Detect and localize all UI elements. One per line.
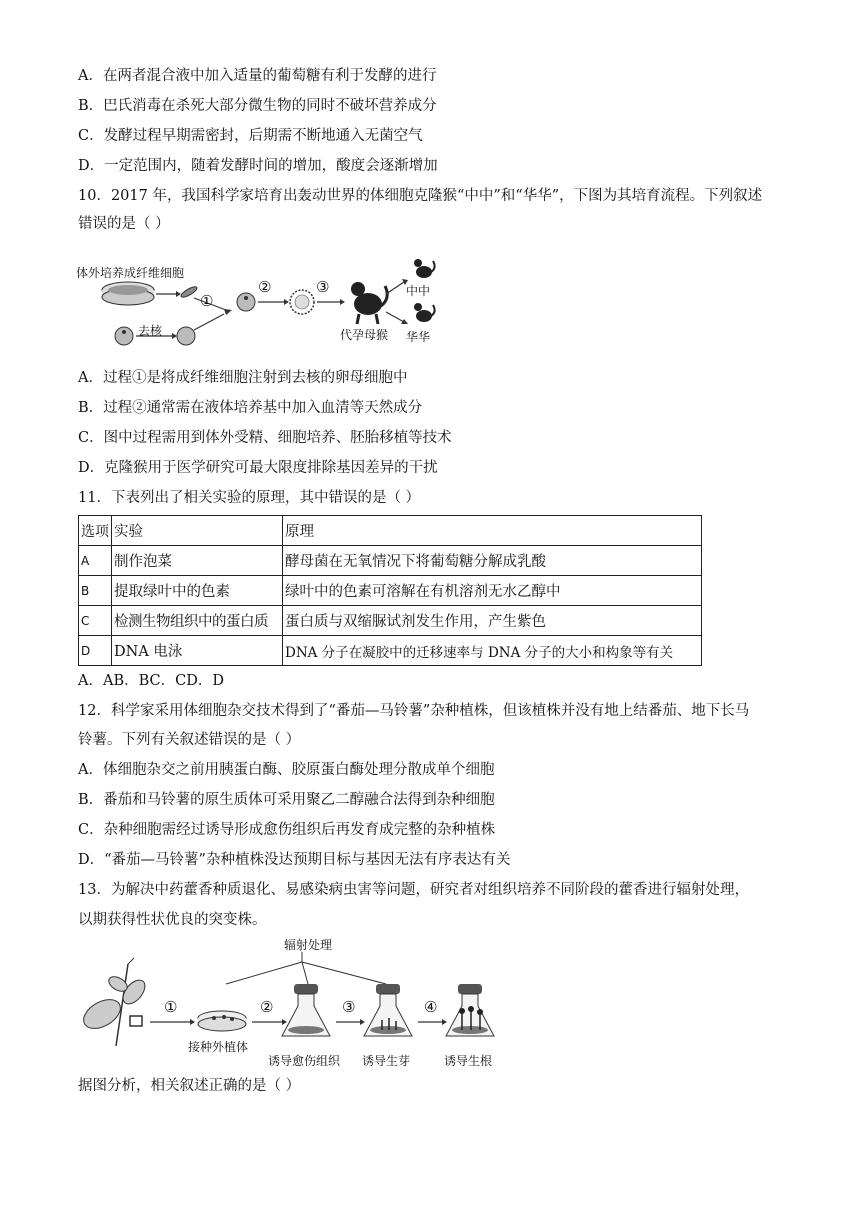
- q12-option-a: A．体细胞杂交之前用胰蛋白酶、胶原蛋白酶处理分散成单个细胞: [78, 762, 495, 778]
- table-row: [79, 636, 702, 666]
- q10-step-3: ③: [316, 278, 330, 296]
- row-experiment: DNA 电泳: [112, 636, 283, 666]
- q13-label-bud: 诱导生芽: [362, 1054, 411, 1068]
- q13-label-explant: 接种外植体: [188, 1040, 249, 1054]
- row-experiment: 制作泡菜: [112, 546, 283, 576]
- row-principle: 蛋白质与双缩脲试剂发生作用，产生紫色: [283, 606, 702, 636]
- q10-stem-line1: 10．2017 年，我国科学家培育出轰动世界的体细胞克隆猴“中中”和“华华”，下图为其培育流程。下列叙述: [78, 188, 763, 204]
- row-principle: 绿叶中的色素可溶解在有机溶剂无水乙醇中: [283, 576, 702, 606]
- header-experiment: 实验: [112, 516, 283, 546]
- q13-label-radiation: 辐射处理: [284, 938, 333, 952]
- q13-stem-line1: 13．为解决中药藿香种质退化、易感染病虫害等问题，研究者对组织培养不同阶段的藿香进行辐射处理，: [78, 882, 749, 898]
- q10-cloning-diagram: [76, 254, 446, 354]
- q9-option-c: C．发酵过程早期需密封，后期需不断地通入无菌空气: [78, 128, 423, 144]
- q13-followup: 据图分析，相关叙述正确的是（ ）: [78, 1078, 301, 1094]
- row-experiment: 检测生物组织中的蛋白质: [112, 606, 283, 636]
- q10-step-2: ②: [258, 278, 272, 296]
- q12-option-d: D．“番茄—马铃薯”杂种植株没达预期目标与基因无法有序表达有关: [78, 852, 511, 868]
- q9-option-b: B．巴氏消毒在杀死大部分微生物的同时不破坏营养成分: [78, 98, 437, 114]
- row-option: A: [79, 546, 112, 576]
- q12-stem-line2: 铃薯。下列有关叙述错误的是（ ）: [78, 732, 301, 748]
- q13-label-callus: 诱导愈伤组织: [268, 1054, 341, 1068]
- q10-option-d: D．克隆猴用于医学研究可最大限度排除基因差异的干扰: [78, 460, 438, 476]
- q10-label-huahua: 华华: [406, 330, 431, 344]
- q11-stem: 11．下表列出了相关实验的原理，其中错误的是（ ）: [78, 490, 421, 506]
- q11-experiment-table: [78, 515, 702, 666]
- q13-step-3: ③: [342, 998, 356, 1016]
- row-principle: 酵母菌在无氧情况下将葡萄糖分解成乳酸: [283, 546, 702, 576]
- table-header-row: [79, 516, 702, 546]
- q10-label-enucleate: 去核: [138, 324, 163, 338]
- header-principle: 原理: [283, 516, 702, 546]
- q10-label-culture: 体外培养成纤维细胞: [76, 266, 185, 280]
- q12-stem-line1: 12．科学家采用体细胞杂交技术得到了“番茄—马铃薯”杂种植株，但该植株并没有地上结番茄、地下长马: [78, 703, 750, 719]
- q10-option-a: A．过程①是将成纤维细胞注射到去核的卵母细胞中: [78, 370, 408, 386]
- q13-step-1: ①: [164, 998, 178, 1016]
- q10-option-c: C．图中过程需用到体外受精、细胞培养、胚胎移植等技术: [78, 430, 452, 446]
- q12-option-c: C．杂种细胞需经过诱导形成愈伤组织后再发育成完整的杂种植株: [78, 822, 496, 838]
- row-experiment: 提取绿叶中的色素: [112, 576, 283, 606]
- q10-label-zhongzhong: 中中: [406, 284, 431, 298]
- q10-stem-line2: 错误的是（ ）: [78, 216, 170, 232]
- q13-tissue-culture-diagram: [76, 934, 516, 1074]
- q13-label-root: 诱导生根: [444, 1054, 493, 1068]
- q11-options: A．AB．BC．CD．D: [78, 673, 224, 689]
- q12-option-b: B．番茄和马铃薯的原生质体可采用聚乙二醇融合法得到杂种细胞: [78, 792, 495, 808]
- table-row: [79, 546, 702, 576]
- row-principle: DNA 分子在凝胶中的迁移速率与 DNA 分子的大小和构象等有关: [283, 636, 702, 666]
- q13-stem-line2: 以期获得性状优良的突变株。: [78, 912, 267, 928]
- q10-option-b: B．过程②通常需在液体培养基中加入血清等天然成分: [78, 400, 423, 416]
- table-row: [79, 606, 702, 636]
- row-option: D: [79, 636, 112, 666]
- header-option: 选项: [79, 516, 112, 546]
- q10-step-1: ①: [200, 292, 214, 310]
- q9-option-d: D．一定范围内，随着发酵时间的增加，酸度会逐渐增加: [78, 158, 438, 174]
- table-row: [79, 576, 702, 606]
- q10-label-surrogate: 代孕母猴: [340, 328, 389, 342]
- q13-step-2: ②: [260, 998, 274, 1016]
- q13-step-4: ④: [424, 998, 438, 1016]
- q9-option-a: A．在两者混合液中加入适量的葡萄糖有利于发酵的进行: [78, 68, 437, 84]
- row-option: C: [79, 606, 112, 636]
- row-option: B: [79, 576, 112, 606]
